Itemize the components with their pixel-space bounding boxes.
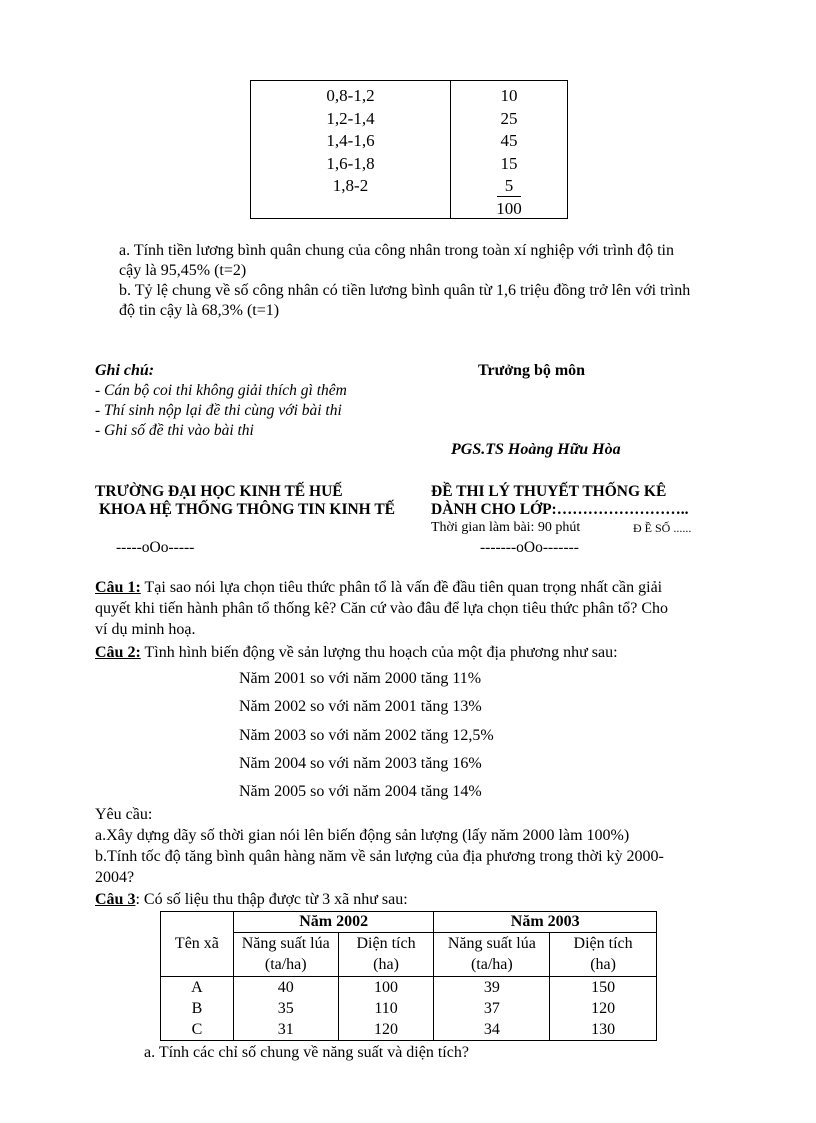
exam-number-label: Đ Ề SỐ ......	[633, 521, 692, 535]
area-unit: (ha)	[338, 955, 434, 977]
count-cell: 10	[500, 86, 518, 105]
area-header: Diện tích	[550, 933, 657, 955]
question-3-label: Câu 3	[95, 891, 136, 908]
count-cell: 5	[497, 176, 522, 197]
range-cell: 1,2-1,4	[326, 108, 375, 128]
count-cell: 45	[500, 131, 518, 150]
range-cell: 1,6-1,8	[326, 153, 375, 173]
growth-item: Năm 2001 so với năm 2000 tăng 11%	[239, 670, 482, 687]
area-header: Diện tích	[338, 933, 434, 955]
growth-item: Năm 2002 so với năm 2001 tăng 13%	[239, 698, 482, 715]
question-3-line: Câu 3: Có số liệu thu thập được từ 3 xã như sau:	[95, 891, 408, 908]
table-row: A 40 100 39 150	[161, 977, 657, 999]
table-row: B 35 110 37 120	[161, 998, 657, 1019]
growth-item: Năm 2004 so với năm 2003 tăng 16%	[239, 755, 482, 772]
area-unit: (ha)	[550, 955, 657, 977]
university-name: TRƯỜNG ĐẠI HỌC KINH TẾ HUẾ	[95, 483, 343, 500]
table-row: C 31 120 34 130	[161, 1019, 657, 1041]
task-a-line2: cậy là 95,45% (t=2)	[119, 262, 247, 279]
note-item: - Thí sinh nộp lại đề thi cùng với bài thi	[95, 402, 342, 419]
signature-role: Trưởng bộ môn	[478, 362, 586, 379]
signature-name: PGS.TS Hoàng Hữu Hòa	[451, 441, 621, 458]
question-3-task-a: a. Tính các chỉ số chung về năng suất và diện tích?	[144, 1044, 469, 1061]
exam-title: ĐỀ THI LÝ THUYẾT THỐNG KÊ	[431, 483, 667, 500]
class-label: DÀNH CHO LỚP:……………………..	[431, 501, 689, 518]
question-1-line2: quyết khi tiến hành phân tổ thống kê? Căn cứ vào đâu để lựa chọn tiêu thức phân tổ? Cho	[95, 600, 668, 617]
count-total: 100	[496, 198, 522, 218]
range-column	[251, 85, 450, 198]
yield-header: Năng suất lúa	[233, 933, 338, 955]
commune-table	[160, 911, 657, 1041]
yield-unit: (ta/ha)	[233, 955, 338, 977]
question-2-label: Câu 2:	[95, 644, 141, 661]
question-1-label: Câu 1:	[95, 579, 141, 596]
question-1-line1: Câu 1: Tại sao nói lựa chọn tiêu thức phân tổ là vấn đề đầu tiên quan trọng nhất cần giải	[95, 579, 663, 596]
time-label: Thời gian làm bài: 90 phút	[431, 520, 581, 535]
faculty-name: KHOA HỆ THỐNG THÔNG TIN KINH TẾ	[99, 501, 396, 518]
range-cell: 1,4-1,6	[326, 131, 375, 150]
note-item: - Ghi số đề thi vào bài thi	[95, 422, 254, 439]
left-separator: -----oOo-----	[116, 539, 195, 556]
requirement-b-line2: 2004?	[95, 869, 135, 886]
col-name-header: Tên xã	[161, 912, 234, 977]
range-cell: 1,8-2	[332, 176, 369, 195]
question-2-line: Câu 2: Tình hình biến động về sản lượng thu hoạch của một địa phương như sau:	[95, 644, 618, 661]
task-b-line1: b. Tỷ lệ chung về số công nhân có tiền lương bình quân từ 1,6 triệu đồng trở lên với trình	[119, 282, 691, 299]
requirement-a: a.Xây dựng dãy số thời gian nói lên biến động sản lượng (lấy năm 2000 làm 100%)	[95, 827, 630, 844]
question-1-line3: ví dụ minh hoạ.	[95, 621, 196, 638]
note-item: - Cán bộ coi thi không giải thích gì thêm	[95, 382, 347, 399]
growth-item: Năm 2003 so với năm 2002 tăng 12,5%	[239, 727, 494, 744]
task-a-line1: a. Tính tiền lương bình quân chung của công nhân trong toàn xí nghiệp với trình độ tin	[119, 242, 674, 259]
count-column	[451, 85, 567, 220]
range-cell: 0,8-1,2	[326, 86, 375, 105]
right-separator: -------oOo-------	[480, 539, 579, 556]
notes-title: Ghi chú:	[95, 362, 155, 379]
frequency-table	[250, 80, 568, 219]
yield-header: Năng suất lúa	[434, 933, 550, 955]
count-cell: 25	[500, 108, 518, 128]
year-header: Năm 2003	[434, 912, 657, 933]
yield-unit: (ta/ha)	[434, 955, 550, 977]
year-header: Năm 2002	[233, 912, 434, 933]
growth-item: Năm 2005 so với năm 2004 tăng 14%	[239, 783, 482, 800]
requirement-b-line1: b.Tính tốc độ tăng bình quân hàng năm về sản lượng của địa phương trong thời kỳ 2000-	[95, 848, 664, 865]
count-cell: 15	[500, 153, 518, 173]
requirements-title: Yêu cầu:	[95, 806, 153, 823]
task-b-line2: độ tin cậy là 68,3% (t=1)	[119, 302, 280, 319]
